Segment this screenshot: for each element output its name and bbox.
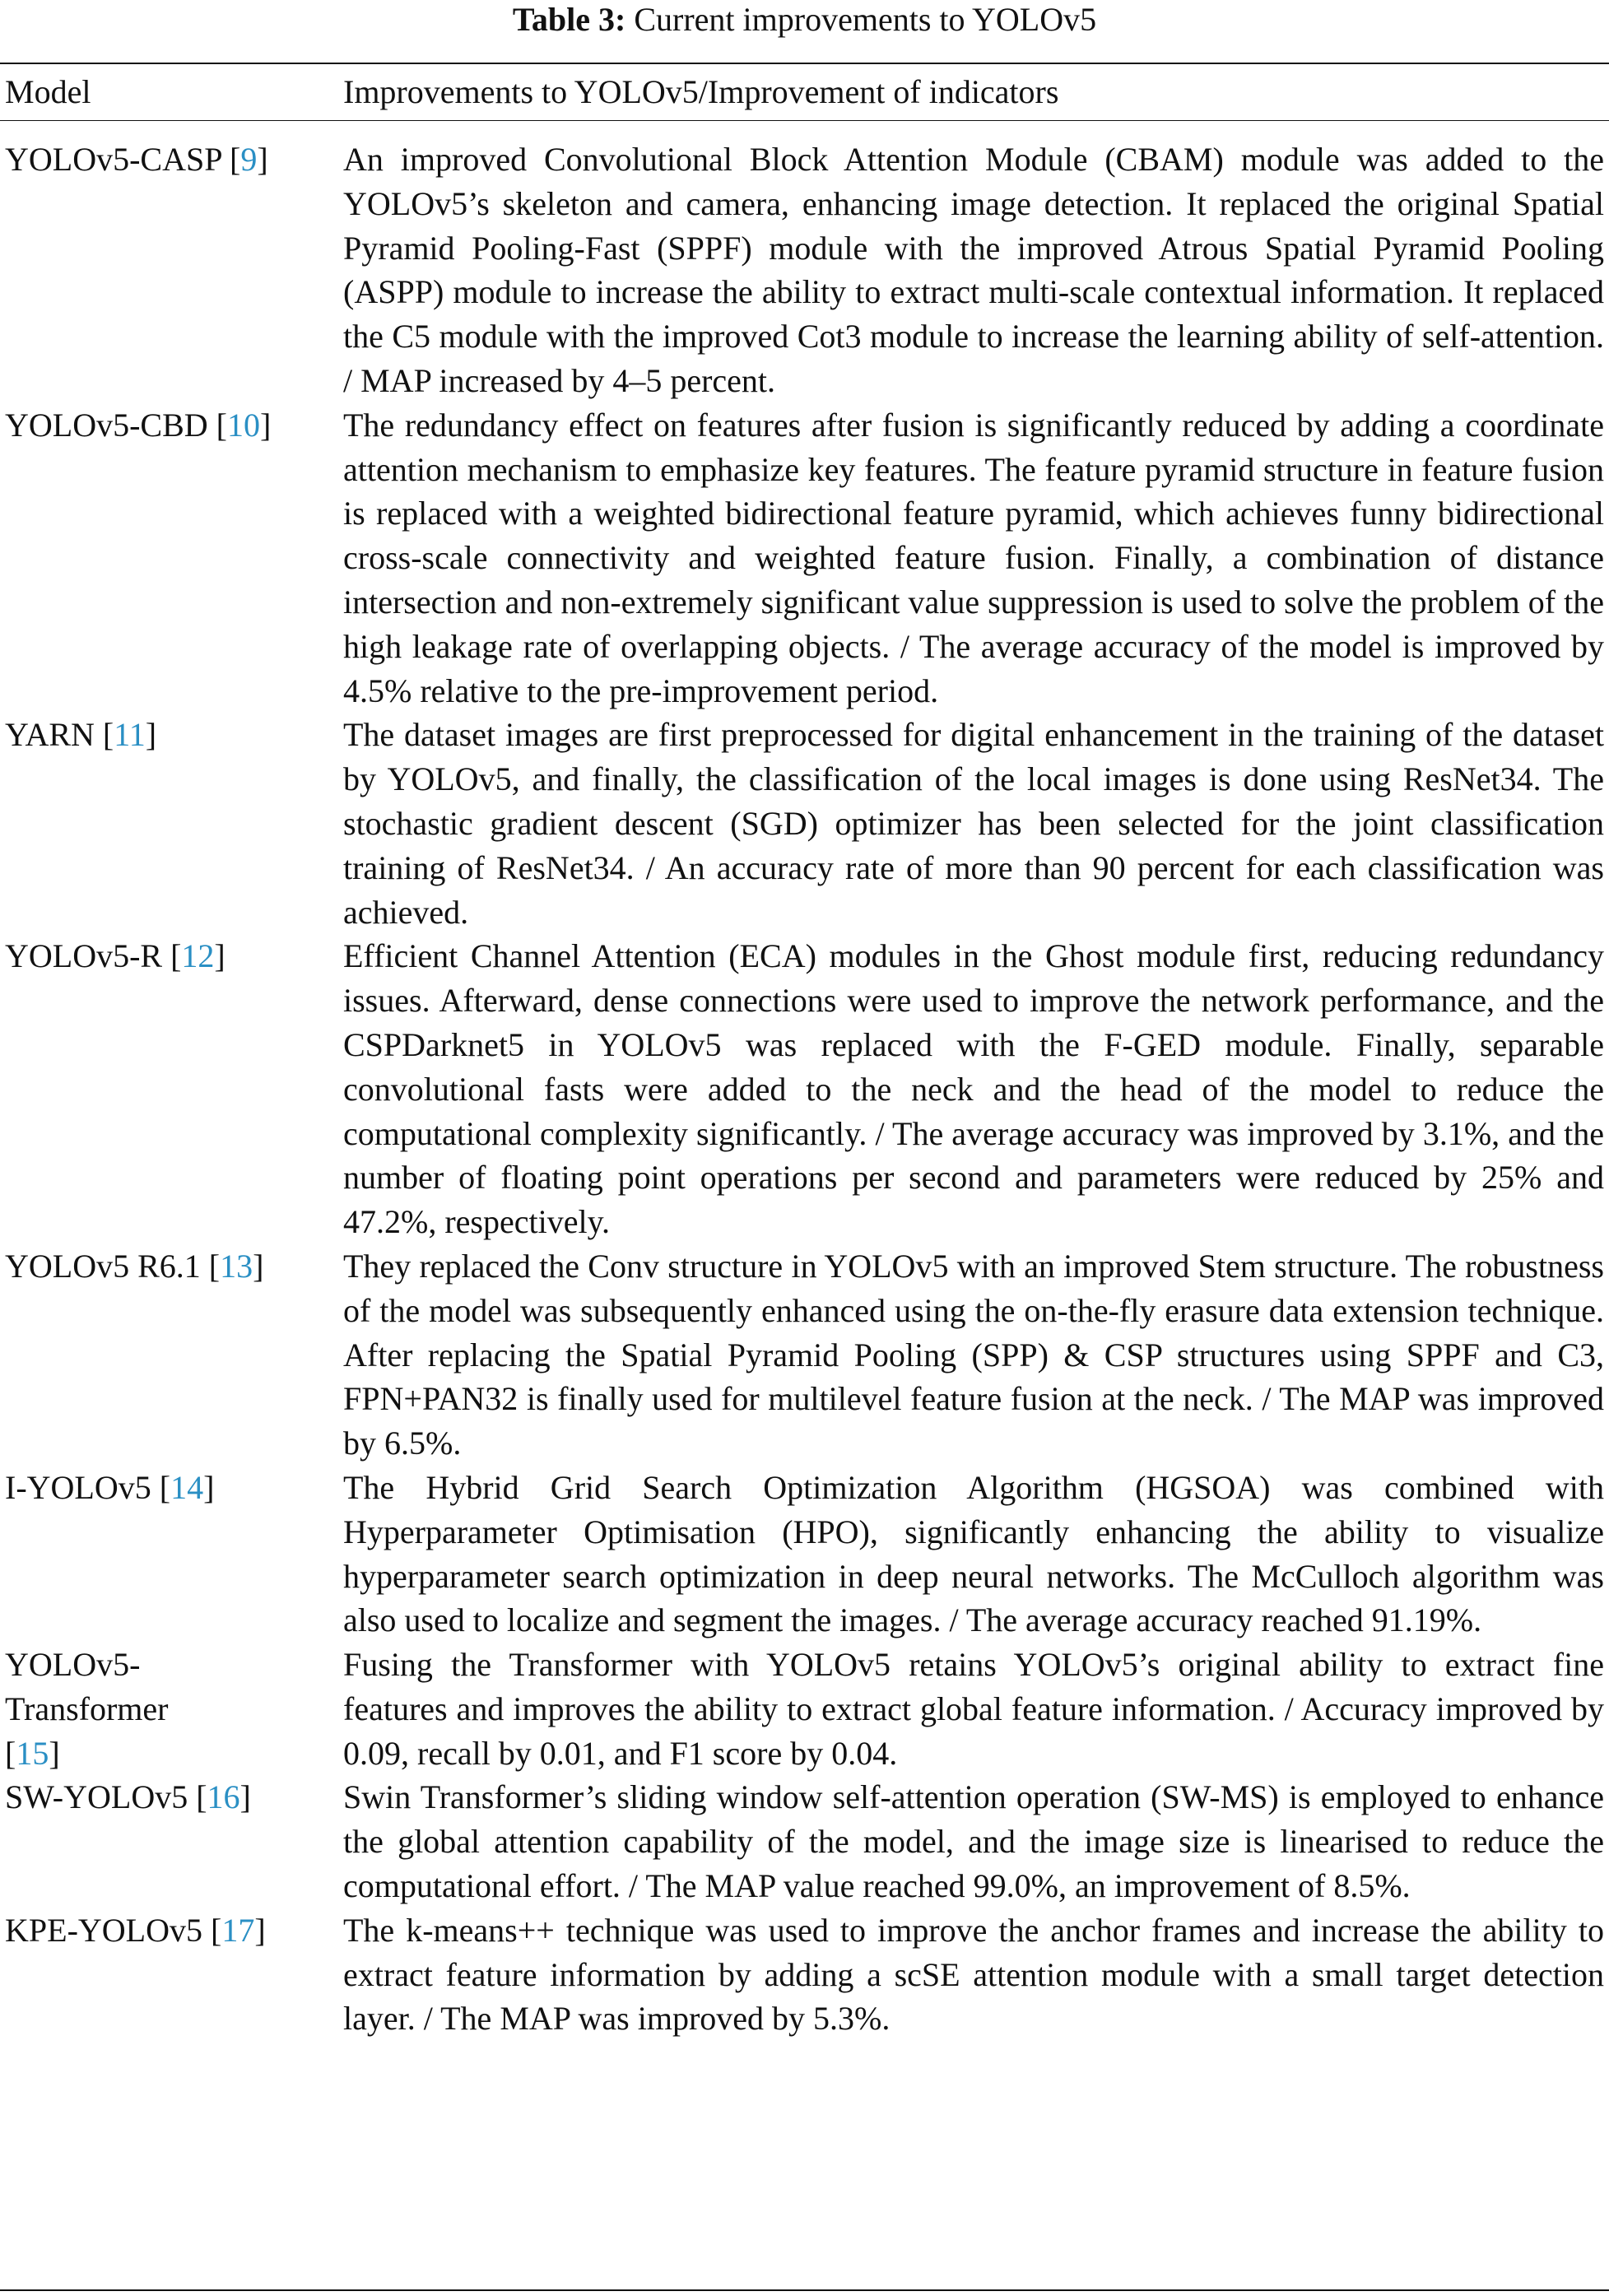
table-caption-label: Table 3: — [512, 1, 626, 38]
table-caption-text: Current improvements to YOLOv5 — [634, 1, 1097, 38]
improvement-cell: The dataset images are first preprocessed for digital enhancement in the training of the dataset by YOLOv5, and finally, the classification of the local images is done using ResNet34. The stochastic gradient descent (SGD) optimizer has been selected for the joint classification training of ResNet34. / An accuracy rate of more than 90 percent for each classification was achieved. — [343, 716, 1604, 931]
table-body — [0, 137, 1609, 2041]
model-cell — [5, 934, 334, 978]
model-name: YOLOv5-CBD [ — [5, 406, 227, 444]
improvement-cell: They replaced the Conv structure in YOLOv5 with an improved Stem structure. The robustness of the model was subsequently enhanced using the on-the-fly erasure data extension technique. After replacing the Spatial Pyramid Pooling (SPP) & CSP structures using SPPF and C3, FPN+PAN32 is finally used for multilevel feature fusion at the neck. / The MAP was improved by 6.5%. — [343, 1247, 1604, 1462]
model-bracket: ] — [254, 1911, 266, 1949]
model-bracket: ] — [214, 937, 226, 975]
reference-link[interactable]: 10 — [226, 406, 260, 444]
improvement-cell: Swin Transformer’s sliding window self-attention operation (SW-MS) is employed to enhance the global attention capability of the model, and the image size is linearised to reduce the computational effort. / The MAP value reached 99.0%, an improvement of 8.5%. — [343, 1778, 1604, 1905]
table-row — [0, 1466, 1609, 1643]
model-name: YOLOv5-CASP [ — [5, 141, 241, 178]
reference-link[interactable]: 14 — [170, 1468, 204, 1506]
header-model: Model — [5, 73, 91, 110]
reference-link[interactable]: 16 — [207, 1778, 240, 1816]
improvement-cell: The k-means++ technique was used to improve the anchor frames and increase the ability to extract feature information by adding a scSE attention module with a small target detection layer. / The MAP was improved by 5.3%. — [343, 1911, 1604, 2038]
reference-link[interactable]: 12 — [181, 937, 215, 975]
reference-link[interactable]: 11 — [114, 716, 146, 754]
table-header-rule — [0, 120, 1609, 121]
model-cell — [5, 137, 334, 182]
model-name: I-YOLOv5 [ — [5, 1468, 171, 1506]
table-bottom-rule — [0, 2289, 1609, 2291]
reference-link[interactable]: 13 — [220, 1247, 253, 1285]
model-bracket: ] — [253, 1247, 264, 1285]
model-cell — [5, 1466, 334, 1510]
model-bracket: ] — [145, 716, 157, 754]
improvement-cell: An improved Convolutional Block Attention Module (CBAM) module was added to the YOLOv5’s skeleton and camera, enhancing image detection. It replaced the original Spatial Pyramid Pooling-Fast (SPPF) module with the improved Atrous Spatial Pyramid Pooling (ASPP) module to increase the ability to extract multi-scale contextual information. It replaced the C5 module with the improved Cot3 module to increase the learning ability of self-attention. / MAP increased by 4–5 percent. — [343, 141, 1604, 399]
table-row — [0, 713, 1609, 934]
model-bracket: ] — [203, 1468, 215, 1506]
improvement-cell: The redundancy effect on features after fusion is significantly reduced by adding a coordinate attention mechanism to emphasize key features. The feature pyramid structure in feature fusion is replaced with a weighted bidirectional feature pyramid, which achieves funny bidirectional cross-scale connectivity and weighted feature fusion. Finally, a combination of distance intersection and non-extremely significant value suppression is used to solve the problem of the high leakage rate of overlapping objects. / The average accuracy of the model is improved by 4.5% relative to the pre-improvement period. — [343, 406, 1604, 709]
table-row — [0, 137, 1609, 403]
model-name: SW-YOLOv5 [ — [5, 1778, 207, 1816]
model-name: YARN [ — [5, 716, 114, 754]
model-cell — [5, 1908, 334, 1953]
model-bracket: ] — [49, 1734, 60, 1772]
model-name: YOLOv5-Transformer [ — [5, 1646, 169, 1772]
model-cell — [5, 403, 334, 448]
reference-link[interactable]: 9 — [240, 141, 258, 178]
table-row — [0, 1244, 1609, 1466]
header-improvements: Improvements to YOLOv5/Improvement of indicators — [343, 73, 1059, 110]
table-row — [0, 1643, 1609, 1775]
table-caption — [0, 0, 1609, 40]
table-row — [0, 403, 1609, 713]
improvement-cell: The Hybrid Grid Search Optimization Algorithm (HGSOA) was combined with Hyperparameter Optimisation (HPO), significantly enhancing the ability to visualize hyperparameter search optimization in deep neural networks. The McCulloch algorithm was also used to localize and segment the images. / The average accuracy reached 91.19%. — [343, 1468, 1604, 1639]
table-top-rule — [0, 63, 1609, 64]
improvement-cell: Efficient Channel Attention (ECA) modules in the Ghost module first, reducing redundancy issues. Afterward, dense connections were used to improve the network performance, and the CSPDarknet5 in YOLOv5 was replaced with the F-GED module. Finally, separable convolutional fasts were added to the neck and the head of the model to reduce the computational complexity significantly. / The average accuracy was improved by 3.1%, and the number of floating point operations per second and parameters were reduced by 25% and 47.2%, respectively. — [343, 937, 1604, 1241]
model-bracket: ] — [257, 141, 268, 178]
model-cell — [5, 1775, 334, 1820]
model-bracket: ] — [239, 1778, 251, 1816]
model-cell — [5, 713, 334, 757]
table-row — [0, 934, 1609, 1244]
model-cell — [5, 1244, 334, 1289]
model-name: YOLOv5-R [ — [5, 937, 182, 975]
table-row — [0, 1775, 1609, 1908]
improvement-cell: Fusing the Transformer with YOLOv5 retains YOLOv5’s original ability to extract fine features and improves the ability to extract global feature information. / Accuracy improved by 0.09, recall by 0.01, and F1 score by 0.04. — [343, 1646, 1604, 1772]
model-name: YOLOv5 R6.1 [ — [5, 1247, 221, 1285]
table-row — [0, 1908, 1609, 2041]
model-name: KPE-YOLOv5 [ — [5, 1911, 222, 1949]
table-header-row — [0, 66, 1609, 119]
model-cell — [5, 1643, 219, 1775]
reference-link[interactable]: 17 — [221, 1911, 255, 1949]
reference-link[interactable]: 15 — [16, 1734, 49, 1772]
model-bracket: ] — [259, 406, 272, 444]
